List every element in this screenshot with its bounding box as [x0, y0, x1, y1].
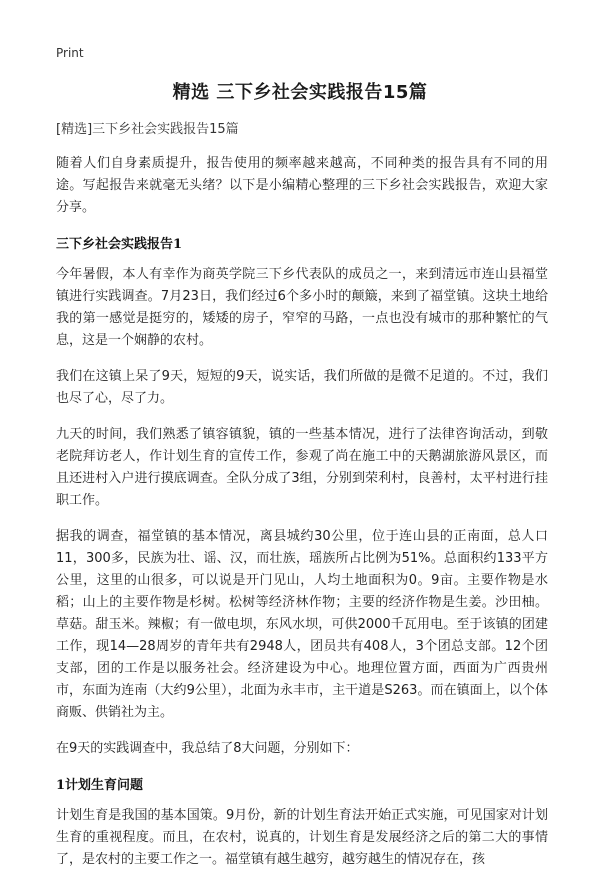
section-heading-2: 1计划生育问题	[56, 778, 144, 793]
paragraph-6: 计划生育是我国的基本国策。9月份，新的计划生育法开始正式实施，可见国家对计划生育的重视程度。而且，在农村，说真的，计划生育是发展经济之后的第二大的事情了，是农村的主要工作之一。福堂镇有越生越穷，越穷越生的情况存在，孩	[56, 808, 548, 867]
document-subtitle: [精选]三下乡社会实践报告15篇	[56, 122, 239, 137]
page-title: 精选 三下乡社会实践报告15篇	[172, 82, 428, 103]
print-label[interactable]: Print	[56, 46, 84, 60]
document-body	[56, 118, 548, 885]
section-heading-1: 三下乡社会实践报告1	[56, 237, 183, 252]
paragraph-1: 今年暑假，本人有幸作为商英学院三下乡代表队的成员之一，来到清远市连山县福堂镇进行实践调查。7月23日，我们经过6个多小时的颠簸，来到了福堂镇。这块土地给我的第一感觉是挺穷的，矮矮的房子，窄窄的马路，一点也没有城市的那种繁忙的气息，这是一个娴静的农村。	[56, 267, 548, 348]
paragraph-3: 九天的时间，我们熟悉了镇容镇貌，镇的一些基本情况，进行了法律咨询活动，到敬老院拜访老人，作计划生育的宣传工作，参观了尚在施工中的天鹅湖旅游风景区，而且还进村入户进行摸底调查。全队分成了3组，分别到荣利村，良善村，太平村进行挂职工作。	[56, 427, 548, 508]
paragraph-4: 据我的调查，福堂镇的基本情况，离县城约30公里，位于连山县的正南面，总人口11，300多，民族为壮、谣、汉，而壮族，瑶族所占比例为51%。总面积约133平方公里，这里的山很多，可以说是开门见山，人均土地面积为0。9亩。主要作物是水稻；山上的主要作物是杉树。松树等经济林作物；主要的经济作物是生姜。沙田柚。草菇。甜玉米。辣椒；有一做电坝，东风水坝，可供2000千瓦用电。至于该镇的团建工作，现14—28周岁的青年共有2948人，团员共有408人，3个团总支部。12个团支部，团的工作是以服务社会。经济建设为中心。地理位置方面，西面为广西贵州市，东面为连南（大约9公里），北面为永丰市，主干道是S263。而在镇面上，以个体商贩、供销社为主。	[56, 529, 548, 720]
intro-paragraph: 随着人们自身素质提升，报告使用的频率越来越高，不同种类的报告具有不同的用途。写起报告来就毫无头绪？以下是小编精心整理的三下乡社会实践报告，欢迎大家分享。	[56, 156, 548, 215]
paragraph-2: 我们在这镇上呆了9天，短短的9天，说实话，我们所做的是微不足道的。不过，我们也尽了心，尽了力。	[56, 369, 548, 406]
paragraph-5: 在9天的实践调查中，我总结了8大问题，分别如下：	[56, 741, 359, 756]
